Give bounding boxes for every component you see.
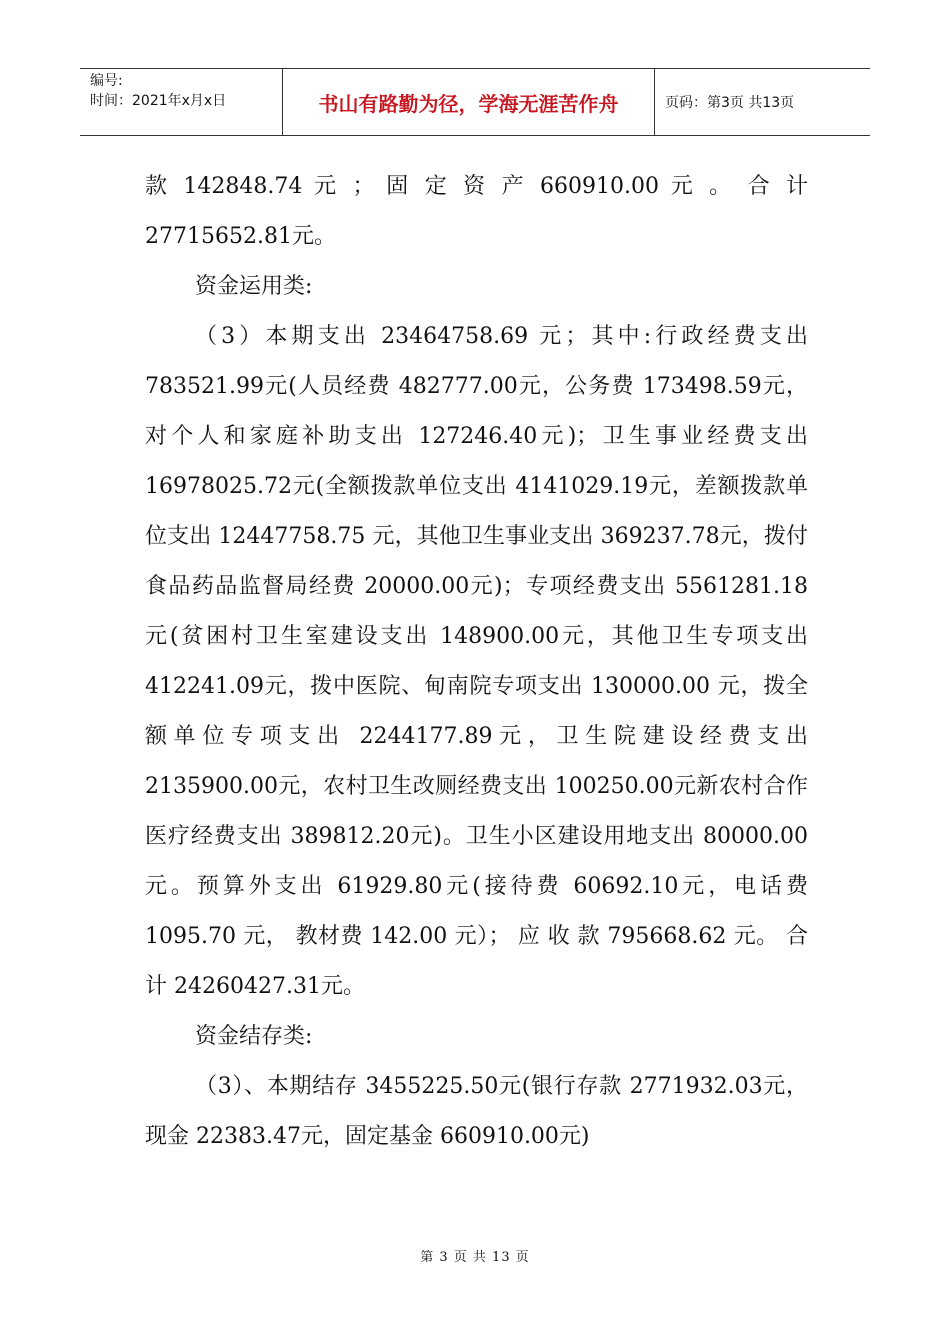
page-header (80, 68, 870, 136)
paragraph-income-total: 款 142848.74 元 ； 固 定 资 产 660910.00 元 。 合 计 27715652.81元。 (145, 174, 808, 249)
header-meta (80, 69, 283, 135)
section-heading-fund-usage: 资金运用类: (195, 274, 313, 299)
page-footer: 第 3 页 共 13 页 (420, 1250, 530, 1265)
paragraph-expenditure: （3）本期支出 23464758.69 元；其中:行政经费支出 783521.99元(人员经费 482777.00元，公务费 173498.59元，对个人和家庭补助支出 127246.40元)；卫生事业经费支出 16978025.72元(全额拨款单位支出 4141029.19元，差额拨款单位支出 12447758.75 元，其他卫生事业支出 369237.78元，拨付食品药品监督局经费 20000.00元)；专项经费支出 5561281.18 元(贫困村卫生室建设支出 148900.00元，其他卫生专项支出 412241.09元，拨中医院、甸南院专项支出 130000.00 元，拨全额单位专项支出 2244177.89元，卫生院建设经费支出 2135900.00元，农村卫生改厕经费支出 100250.00元新农村合作医疗经费支出 389812.20元)。卫生小区建设用地支出 80000.00元。预算外支出 61929.80元(接待费 60692.10元，电话费 1095.70 元， 教材费 142.00 元）； 应 收 款 795668.62 元。 合 计 24260427.31元。 (145, 324, 808, 999)
document-body (145, 162, 808, 1162)
header-page-label: 页码：第3页 共13页 (665, 95, 795, 111)
document-time-label: 时间：2021年x月x日 (90, 93, 227, 109)
header-motto: 书山有路勤为径，学海无涯苦作舟 (283, 69, 655, 135)
document-number-label: 编号: (90, 73, 123, 89)
paragraph-balance: （3）、本期结存 3455225.50元(银行存款 2771932.03元，现金 22383.47元，固定基金 660910.00元) (145, 1074, 808, 1149)
section-heading-fund-balance: 资金结存类: (195, 1024, 313, 1049)
